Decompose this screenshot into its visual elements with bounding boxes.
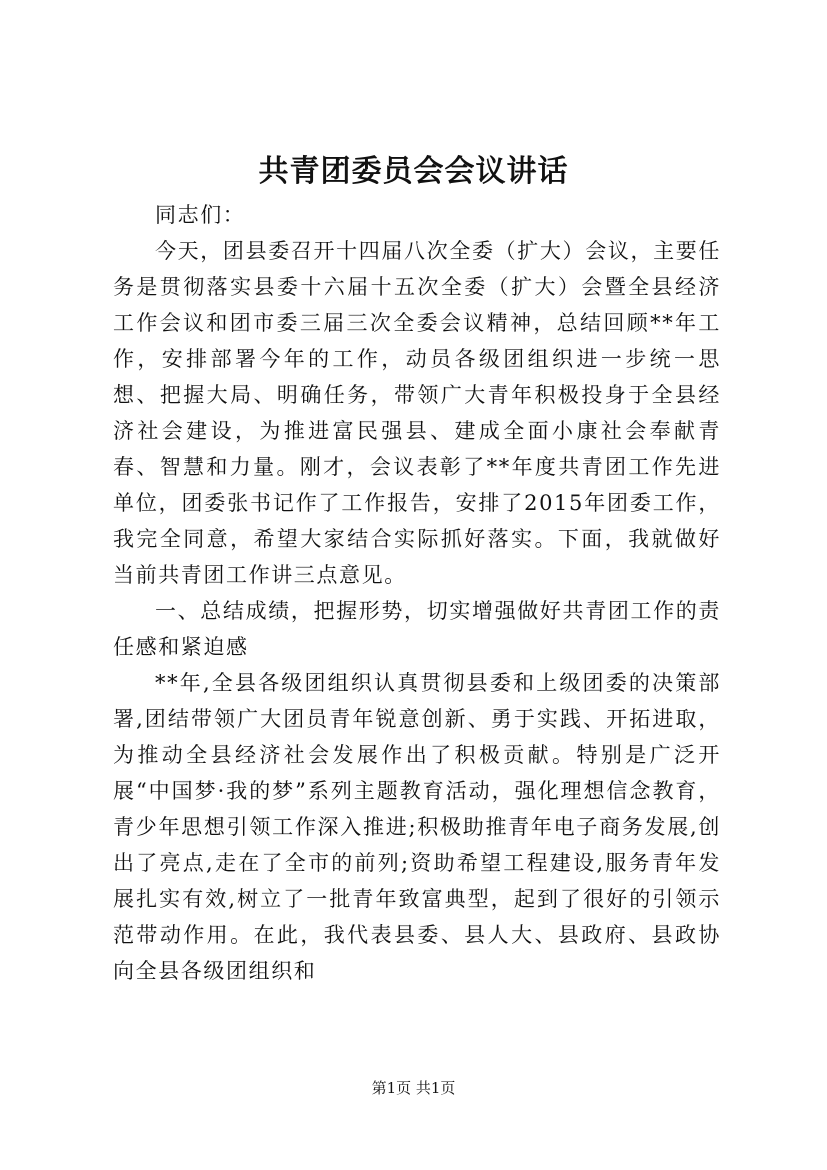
document-title: 共青团委员会会议讲话: [258, 154, 569, 189]
paragraph-achievements: **年,全县各级团组织认真贯彻县委和上级团委的决策部署,团结带领广大团员青年锐意创新、勇于实践、开拓进取，为推动全县经济社会发展作出了积极贡献。特别是广泛开展“中国梦·我的梦”系列主题教育活动，强化理想信念教育，青少年思想引领工作深入推进;积极助推青年电子商务发展,创出了亮点,走在了全市的前列;资助希望工程建设,服务青年发展扎实有效,树立了一批青年致富典型，起到了很好的引领示范带动作用。在此，我代表县委、县人大、县政府、县政协向全县各级团组织和: [113, 671, 721, 983]
document-body: [113, 197, 721, 989]
paragraph-opening: 今天，团县委召开十四届八次全委（扩大）会议，主要任务是贯彻落实县委十六届十五次全委（扩大）会暨全县经济工作会议和团市委三届三次全委会议精神，总结回顾**年工作，安排部署今年的工作，动员各级团组织进一步统一思想、把握大局、明确任务，带领广大青年积极投身于全县经济社会建设，为推进富民强县、建成全面小康社会奉献青春、智慧和力量。刚才，会议表彰了**年度共青团工作先进单位，团委张书记作了工作报告，安排了2015年团委工作，我完全同意，希望大家结合实际抓好落实。下面，我就做好当前共青团工作讲三点意见。: [113, 239, 721, 587]
section-heading-one: 一、总结成绩，把握形势，切实增强做好共青团工作的责任感和紧迫感: [113, 599, 721, 659]
page-footer: 第1页 共1页: [371, 1079, 456, 1097]
salutation: 同志们：: [155, 203, 246, 227]
